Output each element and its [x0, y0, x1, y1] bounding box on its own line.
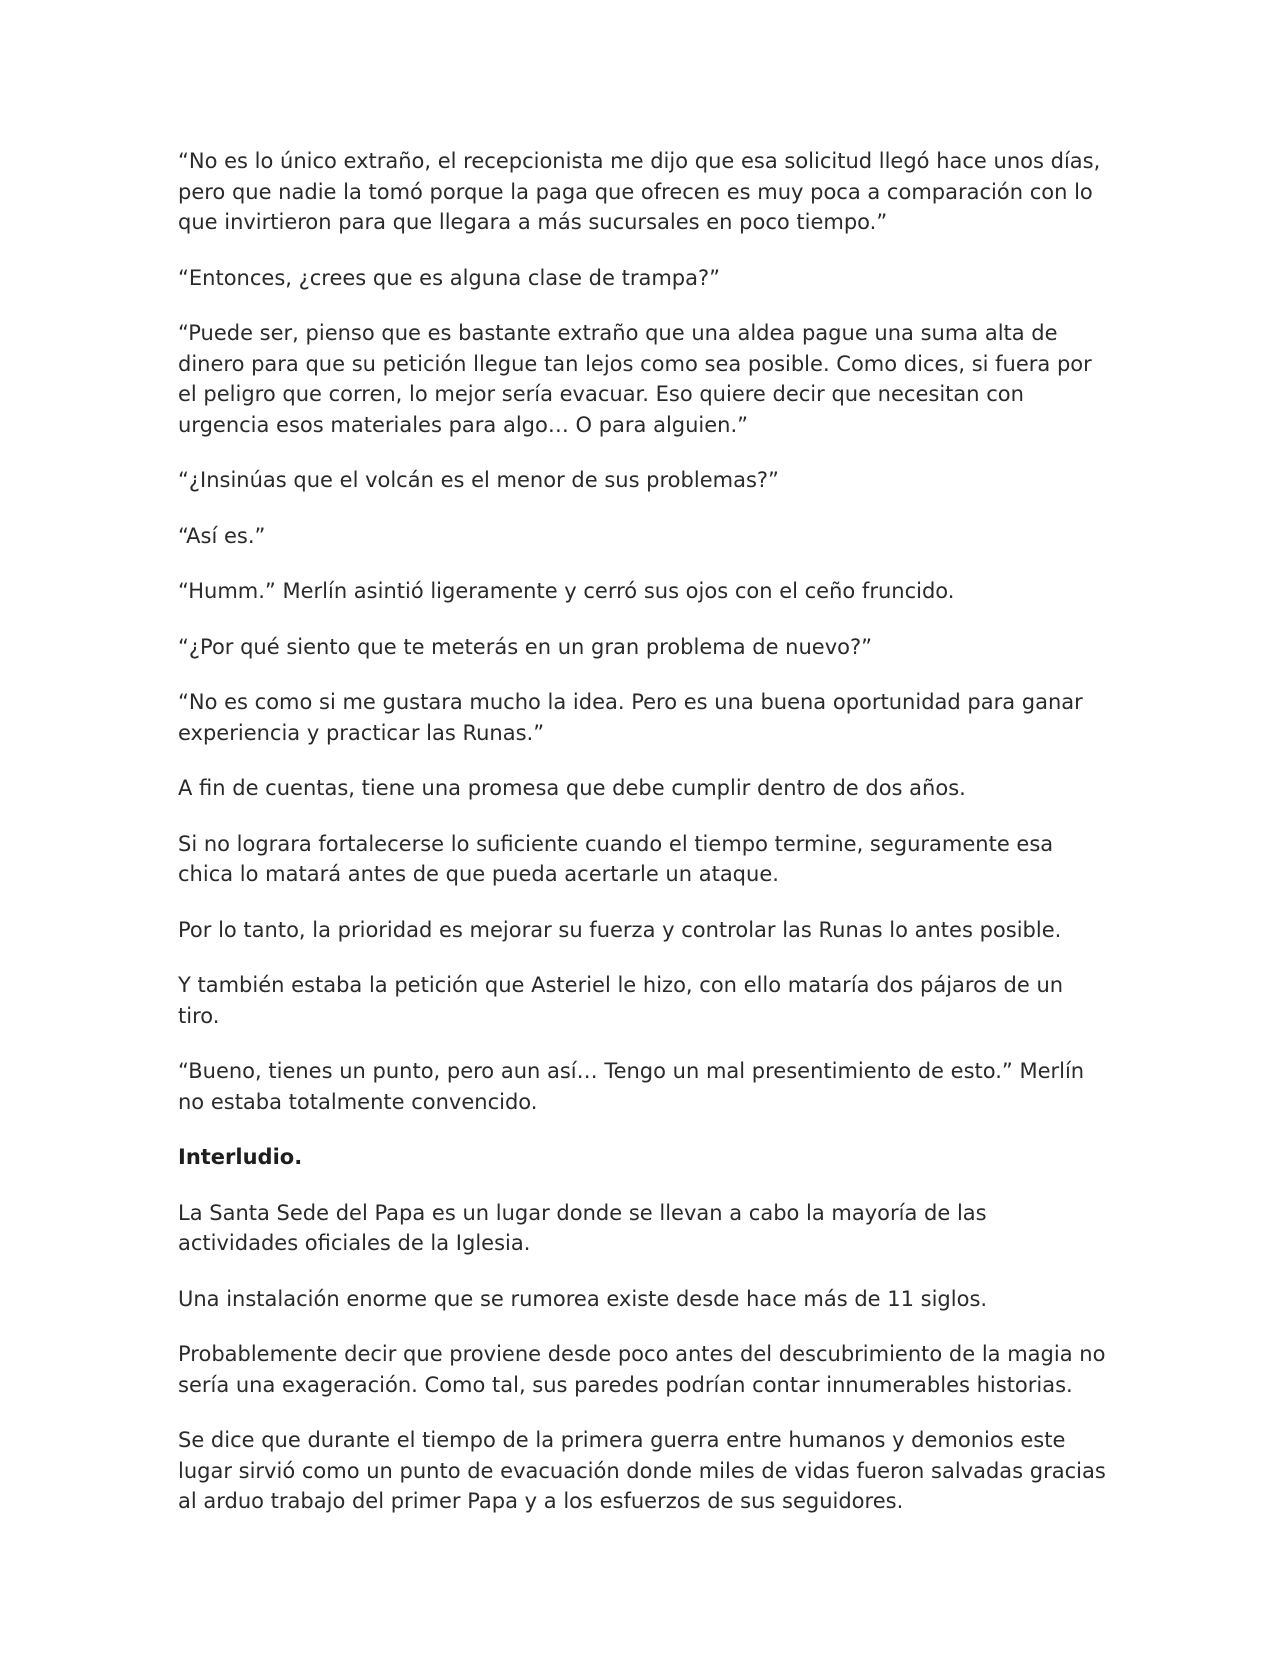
- document-body: [178, 146, 1108, 1542]
- paragraph-9: A fin de cuentas, tiene una promesa que debe cumplir dentro de dos años.: [178, 776, 966, 800]
- paragraph-7: “¿Por qué siento que te meterás en un gran problema de nuevo?”: [178, 634, 873, 659]
- section-paragraph-4: Se dice que durante el tiempo de la primera guerra entre humanos y demonios este lugar sirvió como un punto de evacuación donde miles de vidas fueron salvadas gracias al arduo trabajo del primer Papa y a los esfuerzos de sus seguidores.: [178, 1428, 1106, 1513]
- section-paragraph-3: Probablemente decir que proviene desde poco antes del descubrimiento de la magia no sería una exageración. Como tal, sus paredes podrían contar innumerables historias.: [178, 1342, 1106, 1397]
- section-paragraph-2: Una instalación enorme que se rumorea existe desde hace más de 11 siglos.: [178, 1286, 988, 1311]
- paragraph-3: “Puede ser, pienso que es bastante extraño que una aldea pague una suma alta de dinero para que su petición llegue tan lejos como sea posible. Como dices, si fuera por el peligro que corren, lo mejor sería evacuar. Eso quiere decir que necesitan con urgencia esos materiales para algo… O para alguien.”: [178, 321, 1092, 437]
- paragraph-12: Y también estaba la petición que Asteriel le hizo, con ello mataría dos pájaros de un tiro.: [178, 973, 1064, 1028]
- paragraph-11: Por lo tanto, la prioridad es mejorar su fuerza y controlar las Runas lo antes posible.: [178, 917, 1062, 942]
- paragraph-6: “Humm.” Merlín asintió ligeramente y cerró sus ojos con el ceño fruncido.: [178, 579, 955, 603]
- paragraph-10: Si no lograra fortalecerse lo suficiente cuando el tiempo termine, seguramente esa chica lo matará antes de que pueda acertarle un ataque.: [178, 831, 1054, 886]
- paragraph-1: “No es lo único extraño, el recepcionista me dijo que esa solicitud llegó hace unos días, pero que nadie la tomó porque la paga que ofrecen es muy poca a comparación con lo que invirtieron para que llegara a más sucursales en poco tiempo.”: [178, 149, 1101, 234]
- paragraph-8: “No es como si me gustara mucho la idea. Pero es una buena oportunidad para ganar experiencia y practicar las Runas.”: [178, 690, 1083, 745]
- section-paragraph-1: La Santa Sede del Papa es un lugar donde se llevan a cabo la mayoría de las actividades oficiales de la Iglesia.: [178, 1200, 987, 1255]
- paragraph-5: “Así es.”: [178, 523, 266, 548]
- paragraph-4: “¿Insinúas que el volcán es el menor de sus problemas?”: [178, 468, 779, 492]
- section-heading: Interludio.: [178, 1145, 303, 1169]
- paragraph-2: “Entonces, ¿crees que es alguna clase de trampa?”: [178, 265, 721, 290]
- paragraph-13: “Bueno, tienes un punto, pero aun así… Tengo un mal presentimiento de esto.” Merlín no estaba totalmente convencido.: [178, 1059, 1085, 1114]
